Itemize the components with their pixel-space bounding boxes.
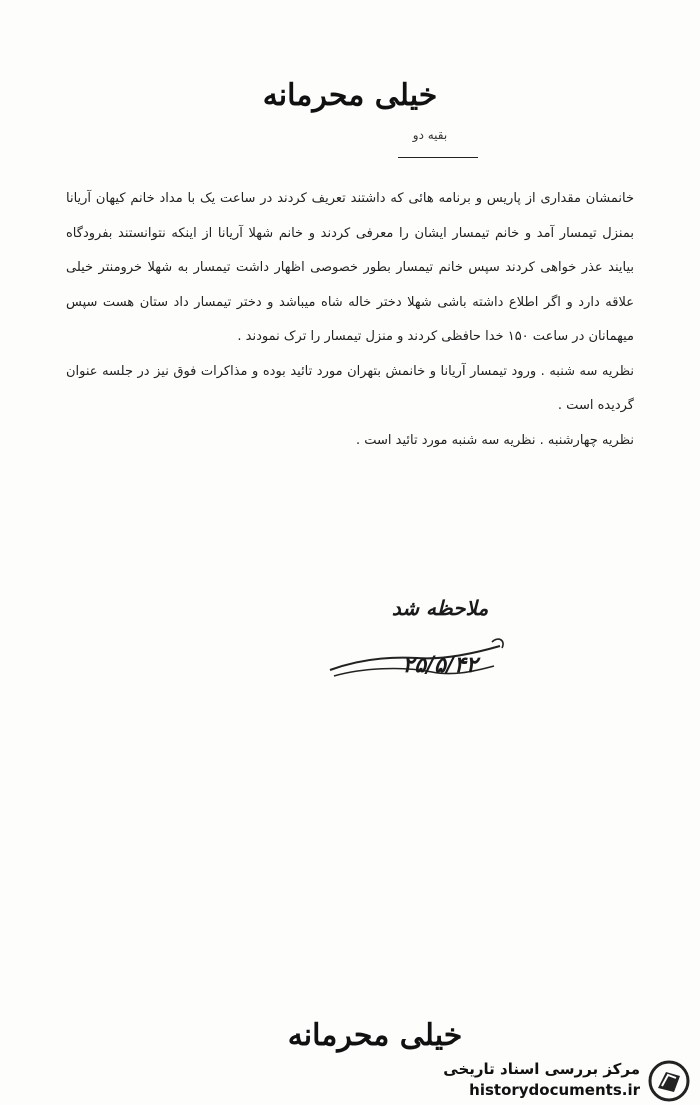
watermark-url: historydocuments.ir [469,1081,640,1099]
watermark [430,1058,700,1105]
opinion-wednesday: نظریه چهارشنبه . نظریه سه شنبه مورد تائید است . [355,432,634,448]
classification-heading: خیلی محرمانه [262,78,438,113]
classification-footer: خیلی محرمانه [287,1018,463,1053]
document-body [66,182,634,458]
watermark-name: مرکز بررسی اسناد تاریخی [443,1060,640,1078]
divider [398,157,478,158]
body-paragraph: خانمشان مقداری از پاریس و برنامه هائی که داشتند تعریف کردند در ساعت یک با مداد خانم کیهان آریانا بمنزل تیمسار آمد و خانم تیمسار ایشان را معرفی کردند و خانم شهلا آریانا از اینکه نتوانستند بفرودگاه بیایند عذر خواهی کردند سپس خانم تیمسار بطور خصوصی اظهار داشت تیمسار به شهلا خرومنتر خیلی علاقه دارد و اگر اطلاع داشته باشی شهلا دختر خاله شاه میباشد و دختر تیمسار داد ستان هست سپس میهمانان در ساعت ۱۵۰ خدا حافظی کردند و منزل تیمسار را ترک نمودند . [66,191,634,344]
signature-date: ۲۵/۵/۴۲ [402,652,478,678]
archive-logo-icon [646,1060,692,1102]
opinion-tuesday: نظریه سه شنبه . ورود تیمسار آریانا و خانمش بتهران مورد تائید بوده و مذاکرات فوق نیز در جلسه عنوان گردیده است . [66,363,634,413]
page-subheading: بقیه دو [412,128,448,142]
reviewed-note: ملاحظه شد [391,596,489,620]
